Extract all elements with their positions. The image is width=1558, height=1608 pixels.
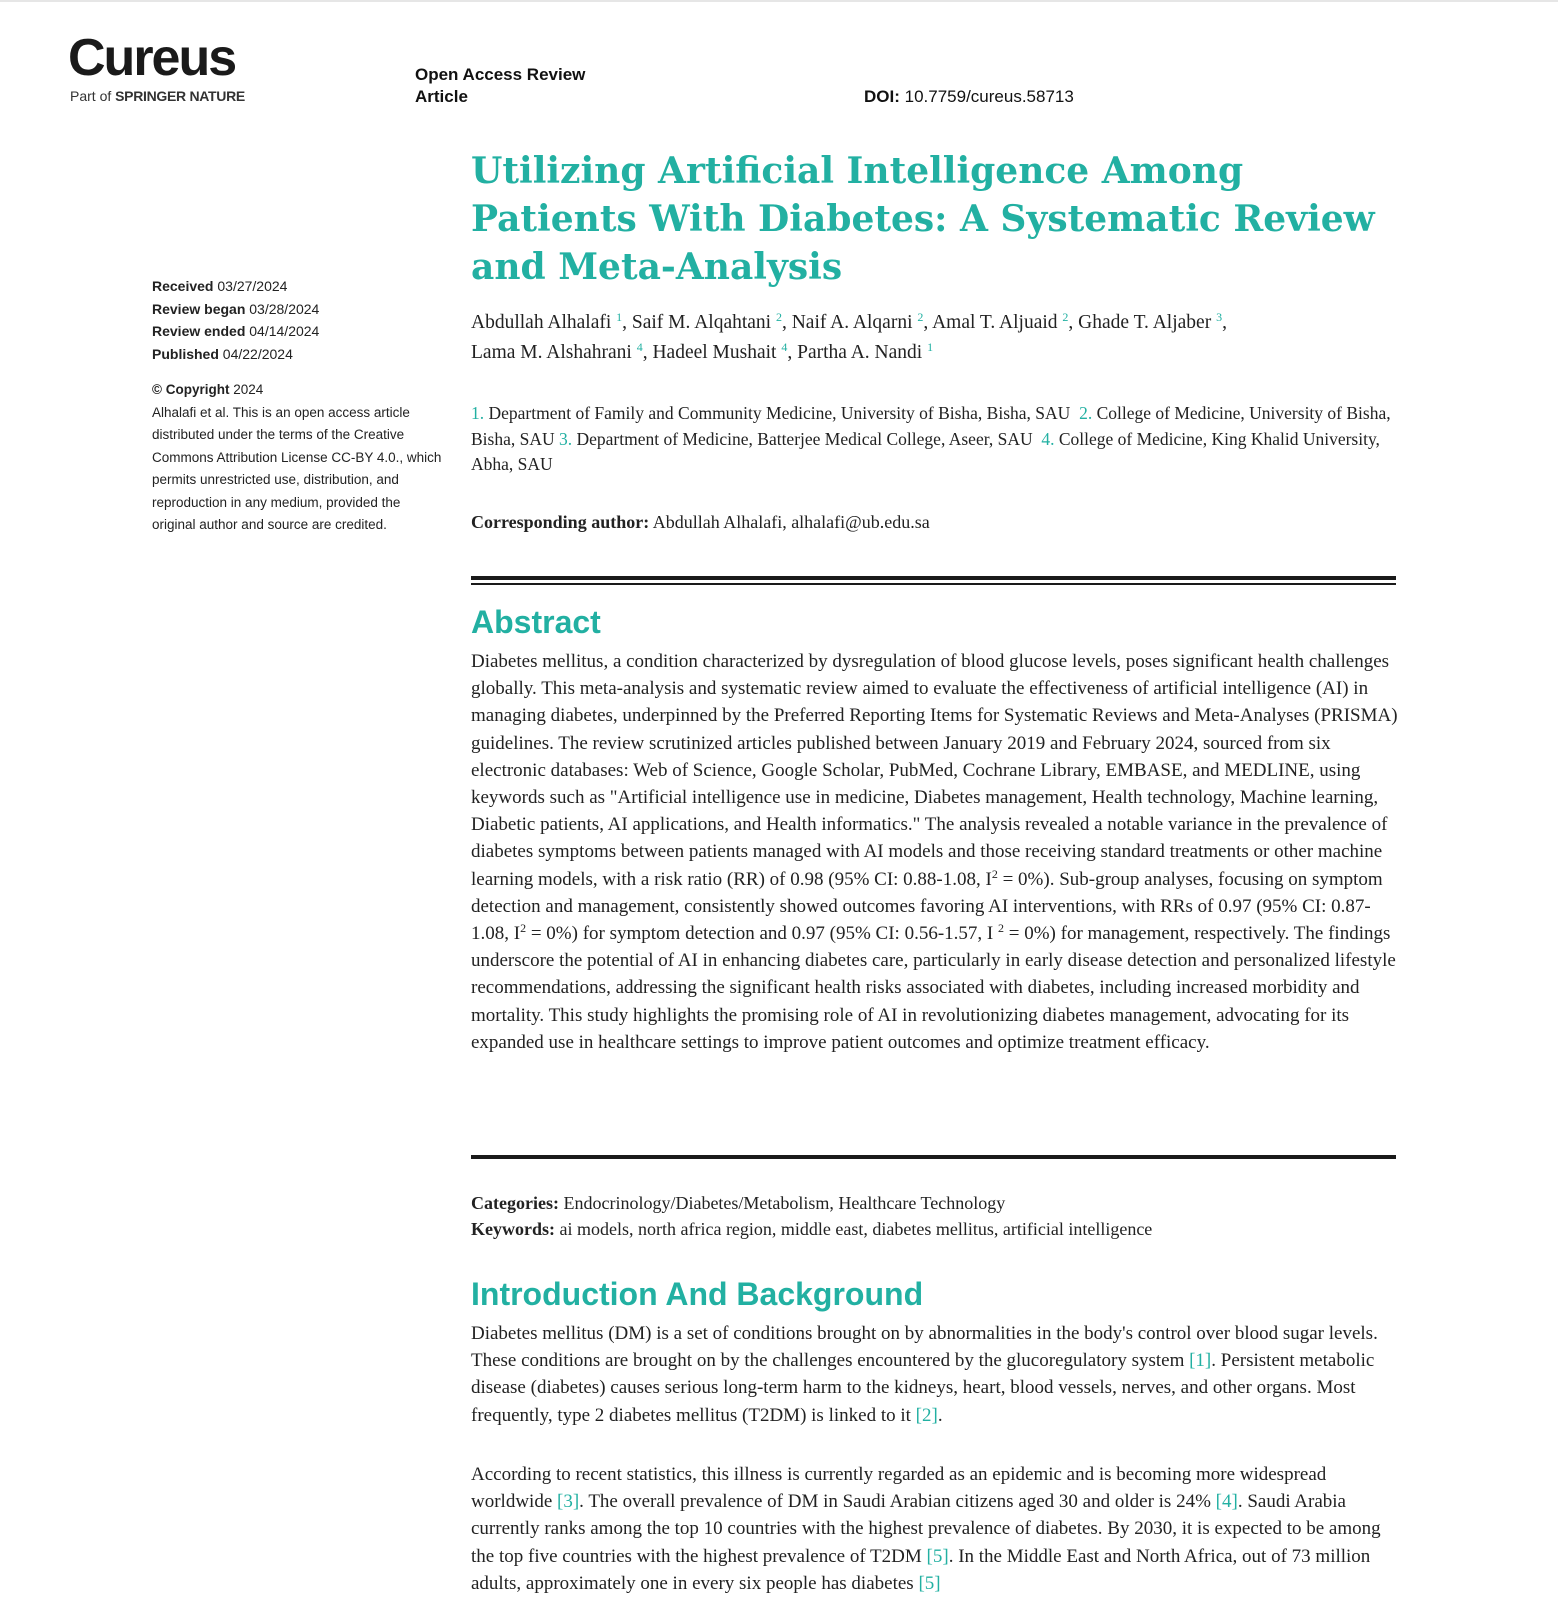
author[interactable]	[471, 312, 632, 333]
date-review-ended	[152, 320, 442, 343]
separator: ,	[781, 312, 792, 333]
author-name[interactable]: Saif M. Alqahtani	[631, 312, 772, 333]
author[interactable]	[652, 342, 797, 363]
copyright-year: 2024	[233, 382, 264, 397]
author[interactable]	[632, 312, 792, 333]
date-received	[152, 275, 442, 298]
springer-nature-tagline	[70, 87, 245, 105]
copyright-block	[152, 379, 442, 537]
author-name[interactable]: Ghade T. Aljaber	[1078, 312, 1212, 333]
double-divider	[471, 576, 1396, 586]
abstract-part: = 0%). Sub-group analyses, focusing on symptom detection and management, consistently showed outcomes favoring AI interventions, with RRs of 0.97 (95% CI: 0.87-1.08, I	[471, 868, 1383, 945]
text-run: . In the Middle East and North Africa, out of 73 million adults, approximately one in every six people has diabetes	[471, 1545, 1371, 1594]
divider-thin	[471, 583, 1396, 585]
author[interactable]	[797, 342, 933, 363]
text-run: .	[937, 1404, 943, 1426]
affiliation-text: Department of Family and Community Medicine, University of Bisha, Bisha, SAU	[488, 403, 1071, 423]
top-border	[0, 0, 1558, 2]
categories-keywords	[471, 1190, 1401, 1242]
affiliation-ref: 2	[775, 310, 782, 324]
corresponding-value[interactable]: Abdullah Alhalafi, alhalafi@ub.edu.sa	[652, 512, 930, 532]
affiliation-ref: 3	[1216, 310, 1223, 324]
affiliation-text: Department of Medicine, Batterjee Medical College, Aseer, SAU	[576, 428, 1033, 449]
single-divider	[471, 1155, 1396, 1159]
superscript: 2	[520, 921, 527, 936]
citation-link[interactable]: [3]	[557, 1491, 580, 1513]
date-published	[152, 343, 442, 366]
date-label: Review ended	[152, 323, 246, 339]
publication-dates	[152, 275, 442, 365]
author-name[interactable]: Abdullah Alhalafi	[471, 312, 612, 333]
superscript: 2	[991, 866, 998, 881]
affiliations	[471, 401, 1401, 478]
author[interactable]	[792, 312, 932, 333]
tagline-prefix: Part of	[70, 88, 116, 104]
doi-label: DOI:	[864, 87, 900, 106]
superscript: 2	[998, 921, 1004, 936]
author[interactable]	[1078, 312, 1227, 333]
citation-link[interactable]: [2]	[915, 1404, 938, 1426]
article-type: Open Access Review Article	[415, 65, 586, 106]
author[interactable]	[932, 312, 1078, 333]
date-review-began	[152, 298, 442, 321]
affiliation-ref: 1	[927, 340, 934, 354]
separator: ,	[642, 342, 653, 363]
affiliation-number: 3.	[559, 428, 573, 449]
cureus-logo: Cureus	[68, 29, 236, 87]
copyright-label: © Copyright	[152, 382, 230, 397]
citation-link[interactable]: [4]	[1215, 1491, 1238, 1513]
separator: ,	[1222, 312, 1227, 333]
citation-link[interactable]: [1]	[1189, 1350, 1212, 1372]
keywords-value: ai models, north africa region, middle east, diabetes mellitus, artificial intelligence	[559, 1219, 1153, 1239]
keywords-label: Keywords:	[471, 1219, 555, 1239]
affiliation-ref: 2	[1062, 310, 1069, 324]
license-text: Alhalafi et al. This is an open access article distributed under the terms of the Creative Commons Attribution License CC-BY 4.0., which permits unrestricted use, distribution, and reproduction in any medium, provided the original author and source are credited.	[152, 404, 442, 532]
article-title: Utilizing Artificial Intelligence Among Patients With Diabetes: A Systematic Review and Meta-Analysis	[471, 150, 1375, 288]
separator: ,	[923, 312, 933, 333]
abstract-part: = 0%) for management, respectively. The findings underscore the potential of AI in enhancing diabetes care, particularly in early disease detection and personalized lifestyle recommendations, addressing the significant health risks associated with diabetes, including increased morbidity and mortality. This study highlights the promising role of AI in revolutionizing diabetes management, advocating for its expanded use in healthcare settings to improve patient outcomes and optimize treatment efficacy.	[471, 923, 1396, 1053]
text-run: . Persistent metabolic disease (diabetes) causes serious long-term harm to the kidneys, heart, blood vessels, nerves, and other organs. Most frequently, type 2 diabetes mellitus (T2DM) is linked to it	[471, 1350, 1375, 1426]
copyright-line	[152, 379, 442, 402]
date-label: Received	[152, 278, 214, 294]
author-name[interactable]: Partha A. Nandi	[797, 342, 923, 363]
abstract-heading: Abstract	[471, 604, 601, 640]
affiliation-ref: 2	[917, 310, 924, 324]
abstract-part: Diabetes mellitus, a condition characterized by dysregulation of blood glucose levels, poses significant health challenges globally. This meta-analysis and systematic review aimed to evaluate the effectiveness of artificial intelligence (AI) in managing diabetes, underpinned by the Preferred Reporting Items for Systematic Reviews and Meta-Analyses (PRISMA) guidelines. The review scrutinized articles published between January 2019 and February 2024, sourced from six electronic databases: Web of Science, Google Scholar, PubMed, Cochrane Library, EMBASE, and MEDLINE, using keywords such as "Artificial intelligence use in medicine, Diabetes management, Health technology, Machine learning, Diabetic patients, AI applications, and Health informatics." The analysis revealed a notable variance in the prevalence of diabetes symptoms between patients managed with AI models and those receiving standard treatments or other machine learning models, with a risk ratio (RR) of 0.98 (95% CI: 0.88-1.08, I	[471, 651, 1398, 890]
affiliation-ref: 4	[781, 340, 788, 354]
affiliation-ref: 1	[616, 310, 623, 324]
date-value: 04/22/2024	[222, 345, 293, 362]
affiliation-number: 4.	[1041, 428, 1055, 449]
author-list	[471, 308, 1401, 368]
text-run: . The overall prevalence of DM in Saudi Arabian citizens aged 30 and older is 24%	[579, 1491, 1216, 1513]
corresponding-label: Corresponding author:	[471, 512, 650, 532]
author-name[interactable]: Hadeel Mushait	[652, 342, 777, 363]
intro-paragraph-2	[471, 1461, 1401, 1597]
date-label: Published	[152, 345, 219, 362]
citation-link[interactable]: [5]	[926, 1545, 949, 1567]
citation-link[interactable]: [5]	[918, 1572, 941, 1594]
affiliation-number: 1.	[471, 403, 485, 423]
corresponding-author	[471, 510, 1401, 535]
doi-value[interactable]: 10.7759/cureus.58713	[904, 87, 1074, 106]
author-name[interactable]: Lama M. Alshahrani	[471, 342, 632, 363]
introduction-heading: Introduction And Background	[471, 1276, 924, 1312]
categories-value: Endocrinology/Diabetes/Metabolism, Healthcare Technology	[563, 1193, 1006, 1213]
abstract-part: = 0%) for symptom detection and 0.97 (95% CI: 0.56-1.57, I	[526, 923, 998, 945]
text-run: According to recent statistics, this illness is currently regarded as an epidemic and is becoming more widespread worldwide	[471, 1464, 1327, 1513]
author-name[interactable]: Amal T. Aljuaid	[932, 312, 1058, 333]
author-name[interactable]: Naif A. Alqarni	[791, 312, 913, 333]
affiliation-number: 2.	[1079, 403, 1093, 423]
categories-label: Categories:	[471, 1193, 559, 1213]
date-label: Review began	[152, 300, 246, 317]
affiliation-text: College of Medicine, University of Bisha, Bisha, SAU	[471, 403, 1391, 449]
abstract-text	[471, 648, 1401, 1056]
text-run: . Saudi Arabia currently ranks among the top 10 countries with the highest prevalence of diabetes. By 2030, it is expected to be among the top five countries with the highest prevalence of T2DM	[471, 1491, 1381, 1567]
separator: ,	[622, 312, 632, 333]
date-value: 03/27/2024	[217, 278, 288, 294]
date-value: 04/14/2024	[249, 323, 320, 339]
affiliation-text: College of Medicine, King Khalid University, Abha, SAU	[471, 428, 1380, 474]
text-run: Diabetes mellitus (DM) is a set of conditions brought on by abnormalities in the body's control over blood sugar levels. These conditions are brought on by the challenges encountered by the glucoregulatory system	[471, 1323, 1378, 1372]
categories	[471, 1190, 1401, 1216]
affiliation-ref: 4	[636, 340, 643, 354]
keywords	[471, 1216, 1401, 1242]
tagline-brand: SPRINGER NATURE	[115, 88, 245, 104]
separator: ,	[1068, 312, 1079, 333]
divider-thick	[471, 576, 1396, 580]
author[interactable]	[471, 342, 652, 363]
separator: ,	[787, 342, 798, 363]
doi	[864, 86, 1074, 108]
sidebar	[152, 275, 442, 537]
date-value: 03/28/2024	[249, 300, 320, 317]
intro-paragraph-1	[471, 1320, 1401, 1429]
